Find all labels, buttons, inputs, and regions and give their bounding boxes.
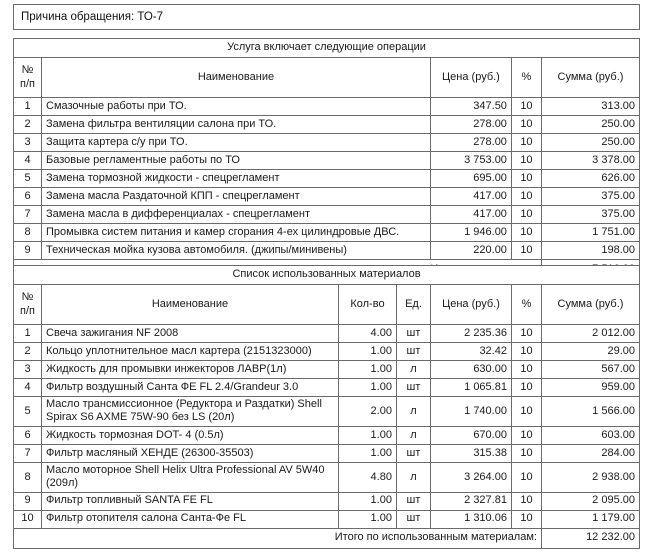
cell-price: 417.00 xyxy=(430,206,511,224)
cell-unit: л xyxy=(396,426,430,444)
cell-num: 2 xyxy=(14,116,42,134)
operations-caption: Услуга включает следующие операции xyxy=(14,39,640,58)
cell-price: 278.00 xyxy=(430,116,511,134)
table-row xyxy=(14,444,640,462)
table-row xyxy=(14,426,640,444)
cell-sum: 3 378.00 xyxy=(541,152,639,170)
cell-pct: 10 xyxy=(511,242,541,260)
table-row xyxy=(14,116,640,134)
operations-header-row xyxy=(14,58,640,98)
cell-pct: 10 xyxy=(511,379,541,397)
cell-num: 6 xyxy=(14,188,42,206)
cell-sum: 2 938.00 xyxy=(541,462,639,492)
cell-unit: шт xyxy=(396,379,430,397)
header-name: Наименование xyxy=(42,58,431,98)
cell-price: 417.00 xyxy=(430,188,511,206)
cell-unit: л xyxy=(396,462,430,492)
cell-pct: 10 xyxy=(511,134,541,152)
cell-qty: 1.00 xyxy=(338,426,396,444)
cell-name: Кольцо уплотнительное масл картера (2151323000) xyxy=(42,343,339,361)
cell-price: 3 753.00 xyxy=(430,152,511,170)
cell-num: 4 xyxy=(14,152,42,170)
cell-price: 630.00 xyxy=(430,361,511,379)
cell-name: Замена тормозной жидкости - спецрегламент xyxy=(42,170,431,188)
header-sum: Сумма (руб.) xyxy=(541,58,639,98)
cell-pct: 10 xyxy=(511,224,541,242)
cell-num: 6 xyxy=(14,426,42,444)
header-name: Наименование xyxy=(42,285,339,325)
cell-qty: 4.80 xyxy=(338,462,396,492)
cell-name: Фильтр масляный ХЕНДЕ (26300-35503) xyxy=(42,444,339,462)
cell-name: Смазочные работы при ТО. xyxy=(42,98,431,116)
reason-box xyxy=(13,4,640,30)
cell-name: Замена масла в дифференциалах - спецрегламент xyxy=(42,206,431,224)
cell-unit: л xyxy=(396,397,430,427)
cell-price: 278.00 xyxy=(430,134,511,152)
cell-unit: шт xyxy=(396,492,430,510)
materials-total-label: Итого по использованным материалам: xyxy=(14,528,542,548)
cell-pct: 10 xyxy=(511,206,541,224)
cell-pct: 10 xyxy=(511,397,541,427)
header-num xyxy=(14,285,42,325)
table-row xyxy=(14,170,640,188)
cell-pct: 10 xyxy=(511,444,541,462)
cell-qty: 1.00 xyxy=(338,510,396,528)
header-qty: Кол-во xyxy=(338,285,396,325)
cell-pct: 10 xyxy=(511,98,541,116)
cell-sum: 375.00 xyxy=(541,206,639,224)
cell-pct: 10 xyxy=(511,343,541,361)
cell-sum: 1 179.00 xyxy=(541,510,639,528)
header-num-line1: № xyxy=(21,291,34,304)
cell-qty: 1.00 xyxy=(338,361,396,379)
header-sum: Сумма (руб.) xyxy=(541,285,639,325)
cell-num: 4 xyxy=(14,379,42,397)
cell-sum: 567.00 xyxy=(541,361,639,379)
table-row xyxy=(14,98,640,116)
cell-price: 2 327.81 xyxy=(430,492,511,510)
operations-caption-row xyxy=(14,39,640,58)
cell-num: 3 xyxy=(14,361,42,379)
cell-name: Промывка систем питания и камер сгорания 4-ех цилиндровые ДВС. xyxy=(42,224,431,242)
cell-unit: шт xyxy=(396,325,430,343)
cell-name: Базовые регламентные работы по ТО xyxy=(42,152,431,170)
table-row xyxy=(14,242,640,260)
cell-sum: 1 751.00 xyxy=(541,224,639,242)
cell-name: Жидкость тормозная DOT- 4 (0.5л) xyxy=(42,426,339,444)
cell-name: Масло трансмиссионное (Редуктора и Раздатки) Shell Spirax S6 AXME 75W-90 без LS (20л) xyxy=(42,397,339,427)
table-row xyxy=(14,343,640,361)
reason-label: Причина обращения: ТО-7 xyxy=(21,11,164,23)
cell-name: Фильтр топливный SANTA FE FL xyxy=(42,492,339,510)
materials-caption-row xyxy=(14,266,640,285)
cell-num: 9 xyxy=(14,242,42,260)
cell-sum: 959.00 xyxy=(541,379,639,397)
header-num-line2: п/п xyxy=(20,77,35,90)
cell-pct: 10 xyxy=(511,426,541,444)
cell-price: 315.38 xyxy=(430,444,511,462)
cell-price: 670.00 xyxy=(430,426,511,444)
cell-name: Жидкость для промывки инжекторов ЛАВР(1л) xyxy=(42,361,339,379)
cell-price: 1 310.06 xyxy=(430,510,511,528)
table-row xyxy=(14,379,640,397)
cell-name: Защита картера с/у при ТО. xyxy=(42,134,431,152)
cell-num: 5 xyxy=(14,397,42,427)
cell-sum: 2 095.00 xyxy=(541,492,639,510)
cell-qty: 1.00 xyxy=(338,379,396,397)
cell-name: Свеча зажигания NF 2008 xyxy=(42,325,339,343)
cell-sum: 250.00 xyxy=(541,134,639,152)
cell-pct: 10 xyxy=(511,152,541,170)
cell-unit: л xyxy=(396,361,430,379)
header-price: Цена (руб.) xyxy=(430,58,511,98)
table-row xyxy=(14,206,640,224)
cell-qty: 2.00 xyxy=(338,397,396,427)
cell-sum: 375.00 xyxy=(541,188,639,206)
cell-price: 1 740.00 xyxy=(430,397,511,427)
materials-total-value: 12 232.00 xyxy=(541,528,639,548)
header-num-line1: № xyxy=(21,64,34,77)
table-row xyxy=(14,325,640,343)
cell-price: 32.42 xyxy=(430,343,511,361)
cell-price: 220.00 xyxy=(430,242,511,260)
cell-sum: 626.00 xyxy=(541,170,639,188)
cell-unit: шт xyxy=(396,343,430,361)
header-num xyxy=(14,58,42,98)
cell-qty: 1.00 xyxy=(338,343,396,361)
table-row xyxy=(14,134,640,152)
cell-pct: 10 xyxy=(511,462,541,492)
cell-name: Техническая мойка кузова автомобиля. (джипы/минивены) xyxy=(42,242,431,260)
cell-qty: 1.00 xyxy=(338,444,396,462)
cell-pct: 10 xyxy=(511,170,541,188)
table-row xyxy=(14,510,640,528)
cell-num: 7 xyxy=(14,444,42,462)
header-pct: % xyxy=(511,58,541,98)
table-row xyxy=(14,152,640,170)
cell-pct: 10 xyxy=(511,361,541,379)
cell-num: 2 xyxy=(14,343,42,361)
cell-qty: 4.00 xyxy=(338,325,396,343)
table-row xyxy=(14,462,640,492)
cell-num: 1 xyxy=(14,325,42,343)
table-row xyxy=(14,224,640,242)
cell-price: 1 946.00 xyxy=(430,224,511,242)
cell-name: Фильтр отопителя салона Санта-Фе FL xyxy=(42,510,339,528)
cell-sum: 1 566.00 xyxy=(541,397,639,427)
cell-price: 2 235.36 xyxy=(430,325,511,343)
table-row xyxy=(14,361,640,379)
cell-sum: 198.00 xyxy=(541,242,639,260)
operations-table xyxy=(13,38,640,280)
cell-price: 347.50 xyxy=(430,98,511,116)
materials-total-row xyxy=(14,528,640,548)
cell-pct: 10 xyxy=(511,116,541,134)
cell-num: 1 xyxy=(14,98,42,116)
cell-price: 695.00 xyxy=(430,170,511,188)
materials-header-row xyxy=(14,285,640,325)
table-row xyxy=(14,492,640,510)
cell-num: 7 xyxy=(14,206,42,224)
cell-num: 9 xyxy=(14,492,42,510)
cell-sum: 29.00 xyxy=(541,343,639,361)
cell-num: 8 xyxy=(14,462,42,492)
operations-table-wrapper xyxy=(13,38,640,280)
cell-unit: шт xyxy=(396,444,430,462)
cell-name: Масло моторное Shell Helix Ultra Professional AV 5W40 (209л) xyxy=(42,462,339,492)
cell-num: 10 xyxy=(14,510,42,528)
cell-pct: 10 xyxy=(511,188,541,206)
cell-name: Замена фильтра вентиляции салона при ТО. xyxy=(42,116,431,134)
table-row xyxy=(14,188,640,206)
cell-pct: 10 xyxy=(511,325,541,343)
cell-sum: 313.00 xyxy=(541,98,639,116)
cell-sum: 2 012.00 xyxy=(541,325,639,343)
header-pct: % xyxy=(511,285,541,325)
cell-pct: 10 xyxy=(511,510,541,528)
header-price: Цена (руб.) xyxy=(430,285,511,325)
cell-name: Фильтр воздушный Санта ФЕ FL 2.4/Grandeur 3.0 xyxy=(42,379,339,397)
cell-sum: 284.00 xyxy=(541,444,639,462)
cell-num: 5 xyxy=(14,170,42,188)
header-unit: Ед. xyxy=(396,285,430,325)
cell-num: 3 xyxy=(14,134,42,152)
materials-caption: Список использованных материалов xyxy=(14,266,640,285)
table-row xyxy=(14,397,640,427)
cell-name: Замена масла Раздаточной КПП - спецрегламент xyxy=(42,188,431,206)
cell-sum: 603.00 xyxy=(541,426,639,444)
cell-unit: шт xyxy=(396,510,430,528)
cell-sum: 250.00 xyxy=(541,116,639,134)
cell-price: 1 065.81 xyxy=(430,379,511,397)
materials-table xyxy=(13,265,640,549)
cell-pct: 10 xyxy=(511,492,541,510)
header-num-line2: п/п xyxy=(20,304,35,317)
cell-num: 8 xyxy=(14,224,42,242)
cell-qty: 1.00 xyxy=(338,492,396,510)
materials-table-wrapper xyxy=(13,265,640,549)
cell-price: 3 264.00 xyxy=(430,462,511,492)
